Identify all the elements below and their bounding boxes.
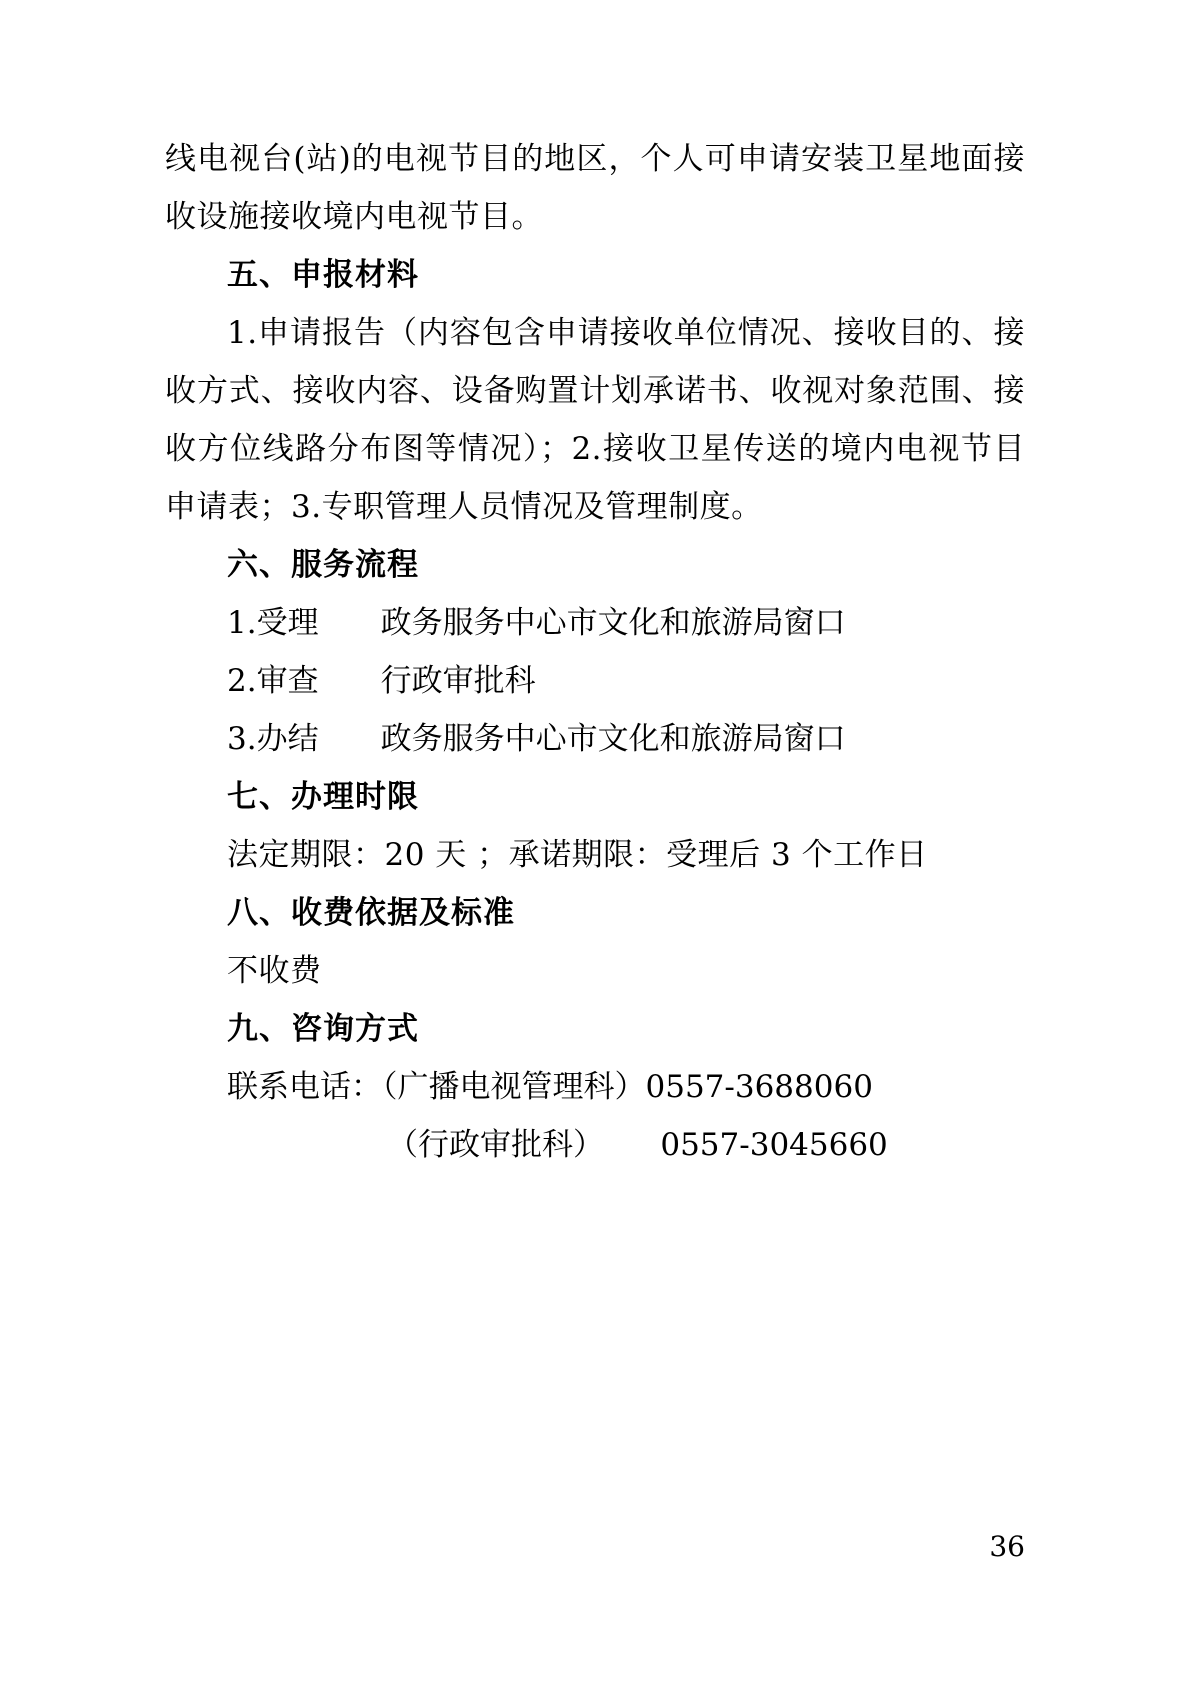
process-step-3: 3.办结 政务服务中心市文化和旅游局窗口 [227, 721, 846, 757]
contact-phone-approval: （行政审批科） 0557-3045660 [387, 1127, 888, 1163]
section-body-fees: 不收费 [227, 953, 322, 989]
section-body-timeframe: 法定期限：20 天 ；承诺期限：受理后 3 个工作日 [227, 837, 928, 873]
section-body-materials: 1.申请报告（内容包含申请接收单位情况、接收目的、接收方式、接收内容、设备购置计划承诺书、收视对象范围、接收方位线路分布图等情况）；2.接收卫星传送的境内电视节目申请表；3.专职管理人员情况及管理制度。 [165, 315, 1025, 525]
intro-paragraph: 线电视台(站)的电视节目的地区，个人可申请安装卫星地面接收设施接收境内电视节目。 [165, 141, 1025, 235]
section-heading-contact: 九、咨询方式 [227, 1011, 419, 1047]
section-heading-process: 六、服务流程 [227, 547, 419, 583]
section-heading-timeframe: 七、办理时限 [227, 779, 419, 815]
section-heading-fees: 八、收费依据及标准 [227, 895, 515, 931]
process-step-2: 2.审查 行政审批科 [227, 663, 536, 699]
page-number: 36 [989, 1530, 1025, 1563]
process-step-1: 1.受理 政务服务中心市文化和旅游局窗口 [227, 605, 846, 641]
contact-phone-broadcast: 联系电话：（广播电视管理科）0557-3688060 [227, 1069, 873, 1105]
section-heading-materials: 五、申报材料 [227, 257, 419, 293]
